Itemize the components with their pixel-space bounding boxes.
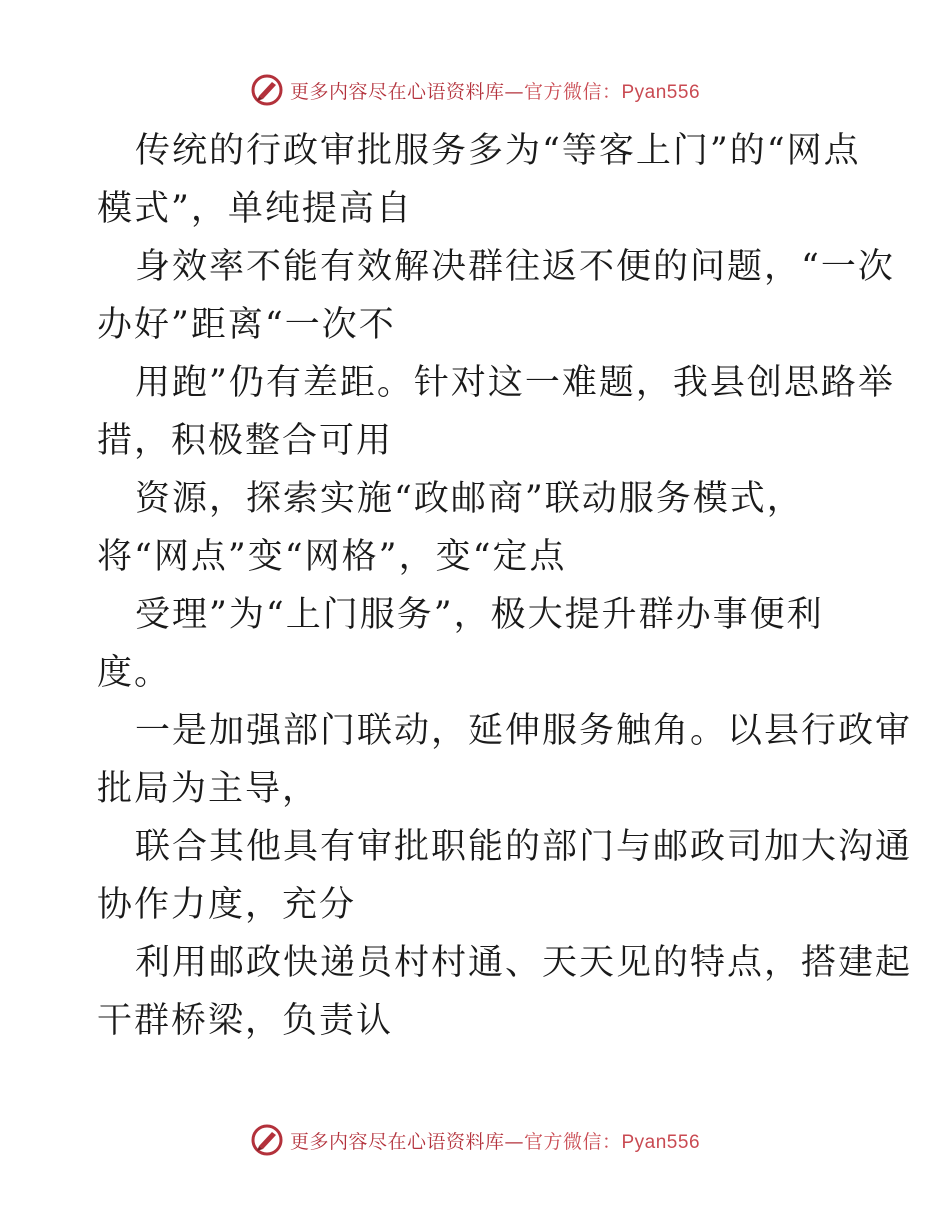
body-line: 措，积极整合可用 (97, 421, 394, 461)
body-line: 资源，探索实施“政邮商”联动服务模式， (135, 479, 804, 519)
body-line: 身效率不能有效解决群往返不便的问题，“一次 (135, 247, 895, 287)
footer-banner-main: 更多内容尽在心语资料库 (289, 1130, 505, 1153)
footer-banner-text (290, 1127, 700, 1154)
footer-banner (0, 1120, 950, 1160)
body-line: 办好”距离“一次不 (97, 305, 396, 345)
body-line: 批局为主导， (97, 769, 320, 809)
body-line: 模式”，单纯提高自 (97, 189, 413, 229)
body-line: 一是加强部门联动，延伸服务触角。以县行政审 (135, 711, 913, 751)
body-line: 度。 (97, 653, 172, 693)
document-body (97, 122, 913, 1050)
seal-pen-logo-icon (250, 73, 284, 107)
body-line: 用跑”仍有差距。针对这一难题，我县创思路举 (135, 363, 895, 403)
body-line: 干群桥梁，负责认 (97, 1001, 394, 1041)
body-line: 联合其他具有审批职能的部门与邮政司加大沟通 (135, 827, 913, 867)
header-banner-dash: — (504, 80, 524, 103)
body-line: 传统的行政审批服务多为“等客上门”的“网点 (135, 131, 861, 171)
footer-banner-dash: — (504, 1130, 524, 1153)
body-line: 受理”为“上门服务”，极大提升群办事便利 (135, 595, 824, 635)
body-line: 将“网点”变“网格”，变“定点 (97, 537, 567, 577)
seal-pen-logo-icon (250, 1123, 284, 1157)
body-line: 协作力度，充分 (97, 885, 357, 925)
header-banner (0, 70, 950, 110)
body-line: 利用邮政快递员村村通、天天见的特点，搭建起 (135, 943, 913, 983)
header-banner-wechat: 官方微信：Pyan556 (524, 81, 701, 103)
header-banner-main: 更多内容尽在心语资料库 (289, 80, 505, 103)
header-banner-text (290, 77, 700, 104)
footer-banner-wechat: 官方微信：Pyan556 (524, 1131, 701, 1153)
